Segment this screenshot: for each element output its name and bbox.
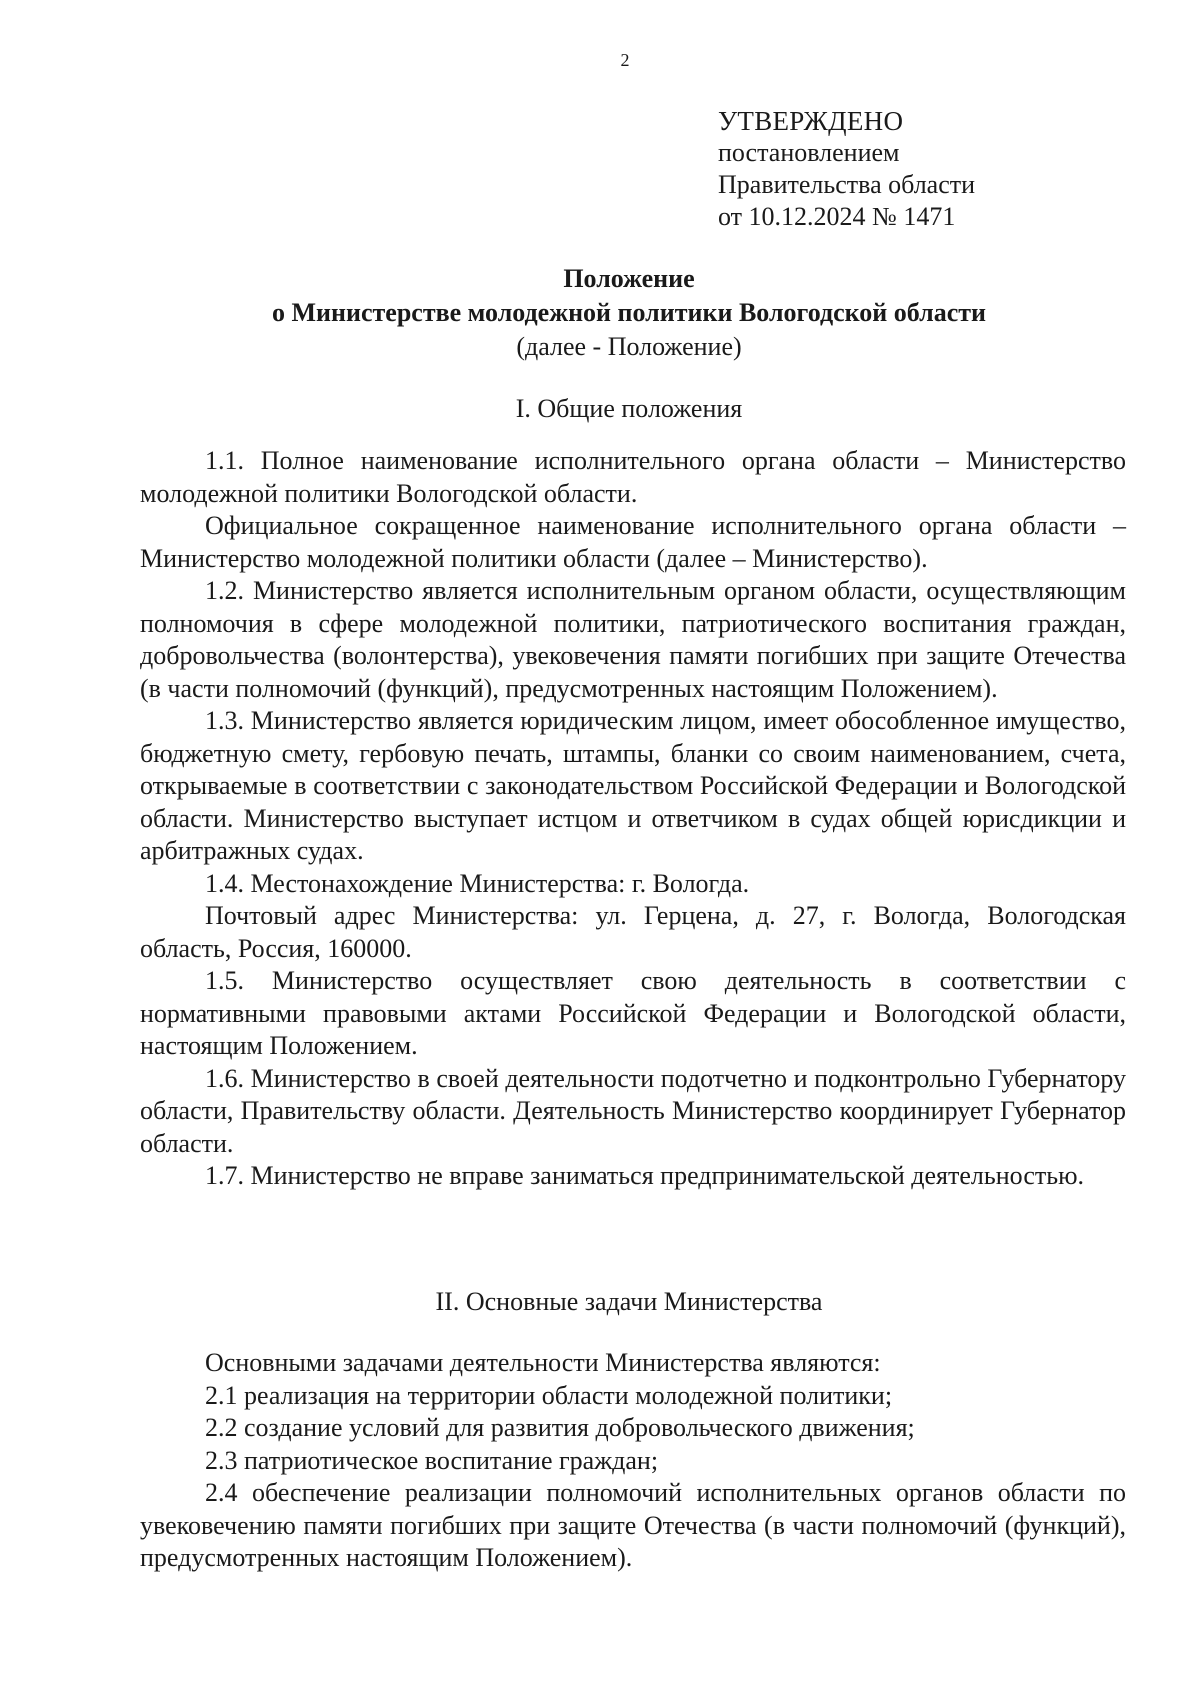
paragraph-2-intro: Основными задачами деятельности Министерства являются: (205, 1348, 881, 1377)
paragraph-2-4: 2.4 обеспечение реализации полномочий исполнительных органов области по увековечению памяти погибших при защите Отечества (в части полномочий (функций), предусмотренных настоящим Положением). (140, 1478, 1126, 1572)
section-1-heading: I. Общие положения (515, 394, 743, 423)
paragraph-2-2: 2.2 создание условий для развития добровольческого движения; (205, 1413, 915, 1442)
title-line-1: Положение (563, 264, 695, 293)
paragraph-1-2: 1.2. Министерство является исполнительным органом области, осуществляющим полномочия в сфере молодежной политики, патриотического воспитания граждан, добровольчества (волонтерства), увековечения памяти погибших при защите Отечества (в части полномочий (функций), предусмотренных настоящим Положением). (140, 576, 1126, 703)
approval-line-2: Правительства области (718, 170, 976, 199)
document-title (140, 262, 1118, 364)
paragraph-1-1-short-name: Официальное сокращенное наименование исполнительного органа области – Министерство молодежной политики области (далее – Министерство). (140, 511, 1126, 573)
approval-line-3: от 10.12.2024 № 1471 (718, 202, 956, 231)
paragraph-1-4: 1.4. Местонахождение Министерства: г. Вологда. (205, 868, 750, 898)
paragraph-1-5: 1.5. Министерство осуществляет свою деятельность в соответствии с нормативными правовыми актами Российской Федерации и Вологодской области, настоящим Положением. (140, 966, 1126, 1060)
paragraph-1-1: 1.1. Полное наименование исполнительного органа области – Министерство молодежной политики Вологодской области. (140, 446, 1126, 508)
paragraph-1-3: 1.3. Министерство является юридическим лицом, имеет обособленное имущество, бюджетную смету, гербовую печать, штампы, бланки со своим наименованием, счета, открываемые в соответствии с законодательством Российской Федерации и Вологодской области. Министерство выступает истцом и ответчиком в судах общей юрисдикции и арбитражных судах. (140, 706, 1126, 865)
approval-stamp: УТВЕРЖДЕНО (718, 106, 904, 136)
approval-block (718, 105, 975, 233)
paragraph-2-3: 2.3 патриотическое воспитание граждан; (205, 1445, 659, 1475)
approval-line-1: постановлением (718, 138, 900, 167)
paragraph-2-1: 2.1 реализация на территории области молодежной политики; (205, 1380, 893, 1410)
title-line-3: (далее - Положение) (516, 332, 742, 361)
paragraph-1-7: 1.7. Министерство не вправе заниматься предпринимательской деятельностью. (205, 1161, 1084, 1190)
section-1-body (140, 445, 1126, 1193)
section-2-body (140, 1347, 1126, 1575)
paragraph-1-6: 1.6. Министерство в своей деятельности подотчетно и подконтрольно Губернатору области, Правительству области. Деятельность Министерство координирует Губернатор области. (140, 1063, 1126, 1158)
paragraph-1-4-address: Почтовый адрес Министерства: ул. Герцена, д. 27, г. Вологда, Вологодская область, Россия, 160000. (140, 901, 1126, 963)
page-number: 2 (620, 50, 630, 70)
title-line-2: о Министерстве молодежной политики Вологодской области (271, 298, 986, 327)
section-2-heading: II. Основные задачи Министерства (435, 1287, 823, 1316)
